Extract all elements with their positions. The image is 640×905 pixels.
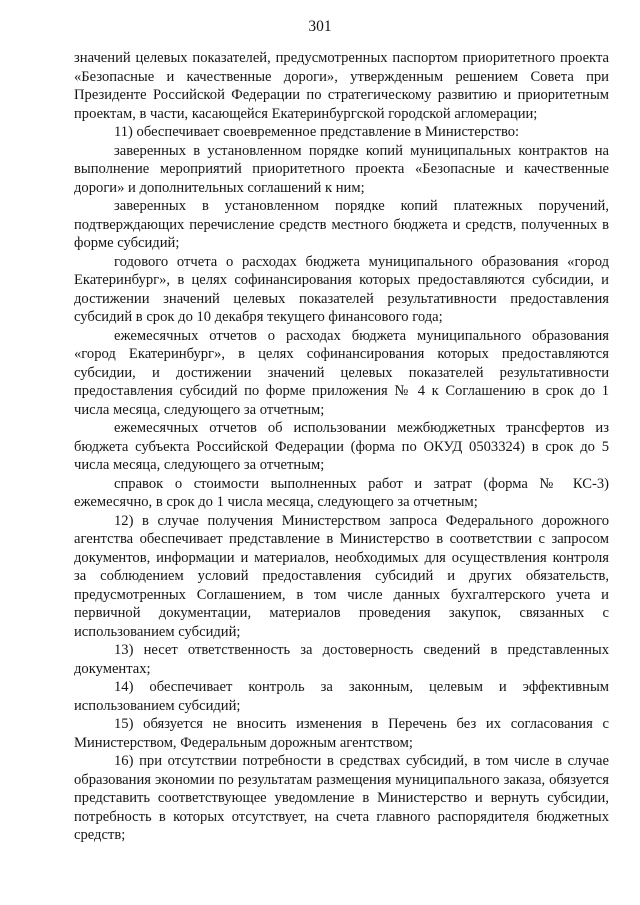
paragraph-continuation: значений целевых показателей, предусмотренных паспортом приоритетного проекта «Безопасные и качественные дороги», утвержденным решением Совета при Президенте Российской Федерации по стратегическому развитию и приоритетным проектам, в части, касающейся Екатеринбургской городской агломерации; xyxy=(74,50,609,122)
paragraph-item-15: 15) обязуется не вносить изменения в Перечень без их согласования с Министерством, Федеральным дорожным агентством; xyxy=(74,716,609,751)
paragraph-ks3-certificates: справок о стоимости выполненных работ и затрат (форма № КС-3) ежемесячно, в срок до 1 числа месяца, следующего за отчетным; xyxy=(74,475,609,510)
paragraph-item-11: 11) обеспечивает своевременное представление в Министерство: xyxy=(114,124,520,140)
paragraph-item-12: 12) в случае получения Министерством запроса Федерального дорожного агентства обеспечивает представление в Министерство в соответствии с запросом документов, информации и материалов, необходимых для осуществления контроля за соблюдением условий предоставления субсидий и других обязательств, предусмотренных Соглашением, в том числе данных бухгалтерского учета и первичной документации, материалов проведения закупок, связанных с использованием субсидий; xyxy=(74,512,609,640)
paragraph-monthly-transfers-report: ежемесячных отчетов об использовании межбюджетных трансфертов из бюджета субъекта Российской Федерации (форма по ОКУД 0503324) в срок до 5 числа месяца, следующего за отчетным; xyxy=(74,420,609,473)
paragraph-payment-orders: заверенных в установленном порядке копий платежных поручений, подтверждающих перечисление средств местного бюджета и средств, полученных в форме субсидий; xyxy=(74,198,609,251)
paragraph-item-13: 13) несет ответственность за достоверность сведений в представленных документах; xyxy=(74,642,609,677)
document-body xyxy=(74,49,609,845)
paragraph-contracts-copies: заверенных в установленном порядке копий муниципальных контрактов на выполнение мероприятий приоритетного проекта «Безопасные и качественные дороги» и дополнительных соглашений к ним; xyxy=(74,142,609,196)
paragraph-item-16: 16) при отсутствии потребности в средствах субсидий, в том числе в случае образования экономии по результатам размещения муниципального заказа, обязуется представить соответствующее уведомление в Министерство и вернуть субсидии, потребность в которых отсутствует, на счета главного распорядителя бюджетных средств; xyxy=(74,753,609,843)
paragraph-monthly-expenses-report: ежемесячных отчетов о расходах бюджета муниципального образования «город Екатеринбург», в целях софинансирования которых предоставляются субсидии, и достижении значений целевых показателей результативности предоставления субсидий по форме приложения № 4 к Соглашению в срок до 1 числа месяца, следующего за отчетным; xyxy=(74,327,609,418)
page-number: 301 xyxy=(308,18,332,35)
paragraph-annual-report: годового отчета о расходах бюджета муниципального образования «город Екатеринбург», в целях софинансирования которых предоставляются субсидии, и достижении значений целевых показателей результативности предоставления субсидий в срок до 10 декабря текущего финансового года; xyxy=(74,253,609,325)
paragraph-item-14: 14) обеспечивает контроль за законным, целевым и эффективным использованием субсидий; xyxy=(74,679,609,714)
